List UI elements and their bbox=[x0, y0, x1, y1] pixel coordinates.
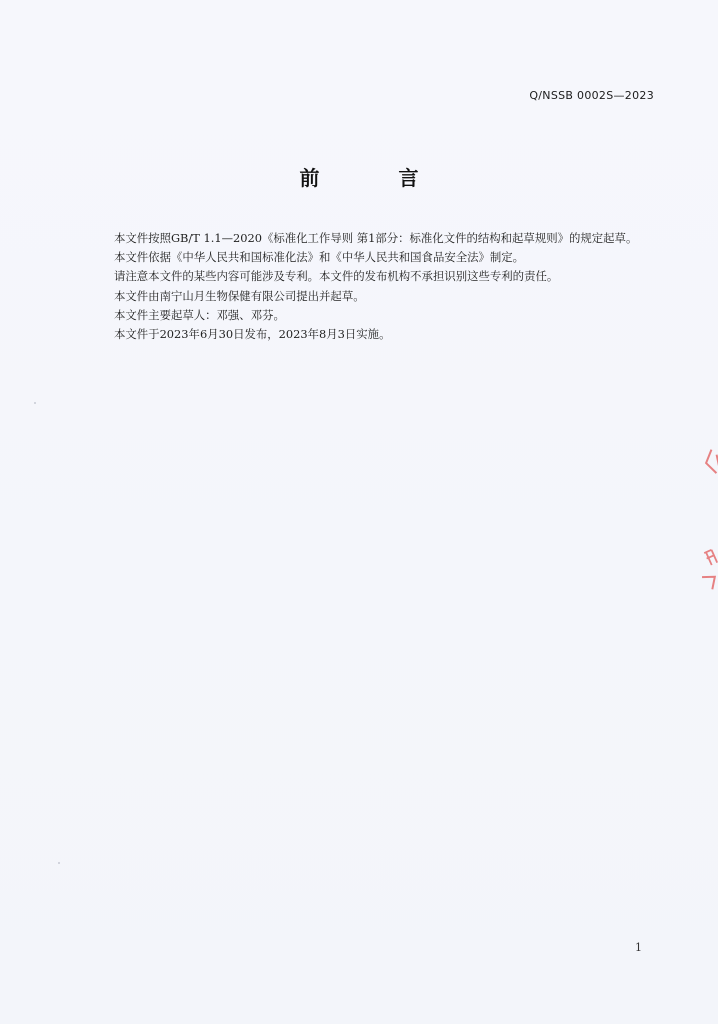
standard-code: Q/NSSB 0002S—2023 bbox=[529, 89, 654, 102]
paragraph-proposer: 本文件由南宁山月生物保健有限公司提出并起草。 bbox=[114, 288, 365, 303]
paragraph-patent-notice: 请注意本文件的某些内容可能涉及专利。本文件的发布机构不承担识别这些专利的责任。 bbox=[114, 269, 559, 284]
paragraph-drafting-rules: 本文件按照GB/T 1.1—2020《标准化工作导则 第1部分：标准化文件的结构和起草规则》的规定起草。 bbox=[114, 231, 638, 245]
paragraph-drafters: 本文件主要起草人：邓强、邓芬。 bbox=[114, 307, 285, 322]
page-title: 前 言 bbox=[299, 166, 455, 190]
paragraph-dates: 本文件于2023年6月30日发布，2023年8月3日实施。 bbox=[114, 327, 391, 342]
scan-speck bbox=[58, 862, 60, 864]
seal-fragment-icon bbox=[694, 562, 718, 598]
page-number: 1 bbox=[635, 941, 642, 954]
paragraph-legal-basis: 本文件依据《中华人民共和国标准化法》和《中华人民共和国食品安全法》制定。 bbox=[114, 250, 525, 265]
foreword-body bbox=[88, 229, 666, 344]
scan-speck bbox=[34, 402, 36, 404]
seal-fragment-icon bbox=[697, 446, 718, 478]
